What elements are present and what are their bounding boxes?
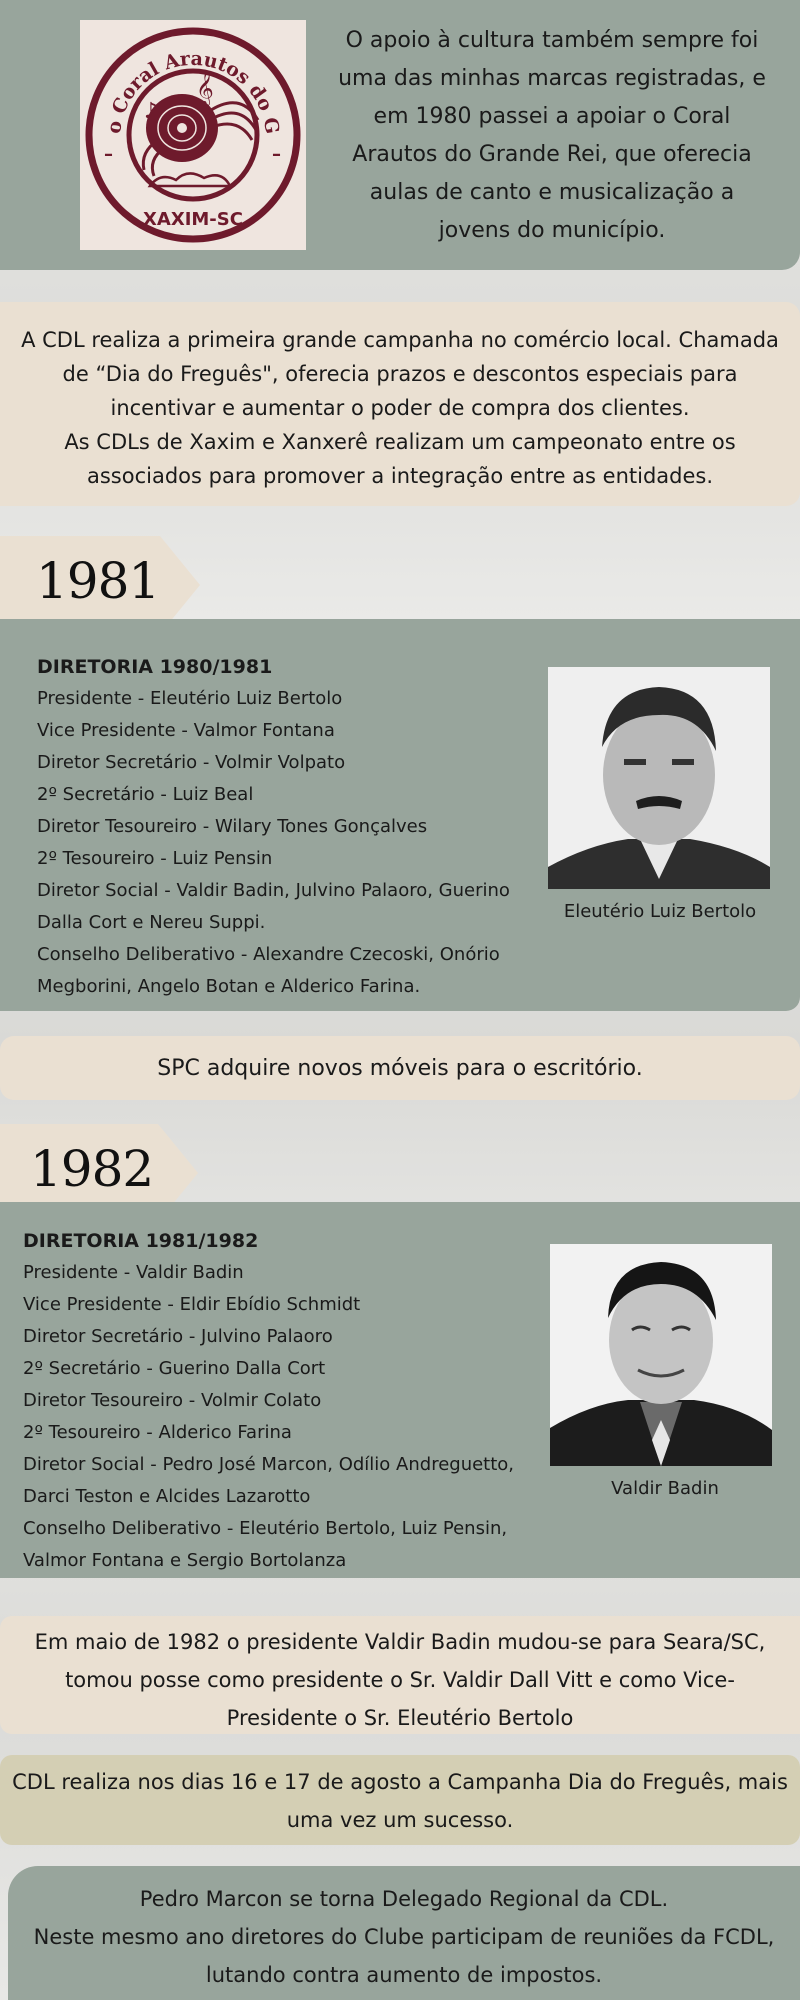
board-member: Diretor Tesoureiro - Wilary Tones Gonçalves — [37, 816, 428, 837]
fcdl-meeting-line: Neste mesmo ano diretores do Clube participam de reuniões da FCDL, lutando contra aumento de impostos. — [33, 1925, 775, 1987]
board-member: Diretor Tesoureiro - Volmir Colato — [23, 1390, 322, 1411]
board-member: Diretor Social - Pedro José Marcon, Odílio Andreguetto, Darci Teston e Alcides Lazarotto — [23, 1454, 515, 1507]
regional-delegate-note — [8, 1866, 800, 2000]
coral-section — [0, 0, 800, 270]
board-heading: DIRETORIA 1980/1981 — [37, 656, 273, 678]
board-member: Vice Presidente - Eldir Ebídio Schmidt — [23, 1294, 361, 1315]
board-member: 2º Secretário - Guerino Dalla Cort — [23, 1358, 326, 1379]
board-member: 2º Secretário - Luiz Beal — [37, 784, 254, 805]
svg-text:𝄞: 𝄞 — [196, 71, 214, 106]
board-1982-list — [23, 1225, 533, 1577]
president-photo-bertolo — [548, 667, 770, 889]
board-1982-panel — [0, 1202, 800, 1578]
board-member: Vice Presidente - Valmor Fontana — [37, 720, 335, 741]
board-member: Diretor Secretário - Julvino Palaoro — [23, 1326, 333, 1347]
svg-text:–: – — [104, 144, 113, 165]
spc-note: SPC adquire novos móveis para o escritório. — [0, 1036, 800, 1100]
cdl-campaign-line: A CDL realiza a primeira grande campanha no comércio local. Chamada de “Dia do Freguês", oferecia prazos e descontos especiais para incentivar e aumentar o poder de compra dos clientes. — [21, 328, 779, 420]
cdl-championship-line: As CDLs de Xaxim e Xanxerê realizam um campeonato entre os associados para promover a integração entre as entidades. — [64, 430, 736, 488]
logo-ring-text: o Coral Arautos do G — [102, 47, 284, 136]
cdl-campaign-note — [0, 302, 800, 506]
svg-text:–: – — [272, 144, 281, 165]
board-member: 2º Tesoureiro - Luiz Pensin — [37, 848, 273, 869]
board-member: Diretor Social - Valdir Badin, Julvino Palaoro, Guerino Dalla Cort e Nereu Suppi. — [37, 880, 510, 933]
board-1981-list — [37, 651, 527, 1003]
dia-do-fregues-note: CDL realiza nos dias 16 e 17 de agosto a Campanha Dia do Freguês, mais uma vez um sucesso. — [0, 1755, 800, 1845]
svg-text:♪: ♪ — [144, 99, 159, 124]
photo-caption: Valdir Badin — [611, 1478, 719, 1499]
year-label: 1982 — [30, 1140, 154, 1198]
board-member: Conselho Deliberativo - Eleutério Bertolo, Luiz Pensin, Valmor Fontana e Sergio Bortolanza — [23, 1518, 508, 1571]
board-member: Presidente - Eleutério Luiz Bertolo — [37, 688, 343, 709]
marcon-line: Pedro Marcon se torna Delegado Regional da CDL. — [139, 1887, 669, 1911]
coral-seal-icon — [80, 20, 306, 250]
president-photo-badin — [550, 1244, 772, 1466]
board-member: Conselho Deliberativo - Alexandre Czecoski, Onório Megborini, Angelo Botan e Alderico Farina. — [37, 944, 500, 997]
year-label: 1981 — [36, 552, 160, 610]
president-change-note: Em maio de 1982 o presidente Valdir Badin mudou-se para Seara/SC, tomou posse como presidente o Sr. Valdir Dall Vitt e como Vice-Presidente o Sr. Eleutério Bertolo — [0, 1616, 800, 1734]
board-heading: DIRETORIA 1981/1982 — [23, 1230, 259, 1252]
logo-city-text: XAXIM-SC — [143, 209, 243, 230]
board-member: Diretor Secretário - Volmir Volpato — [37, 752, 346, 773]
board-1981-panel — [0, 619, 800, 1011]
photo-caption: Eleutério Luiz Bertolo — [563, 901, 757, 922]
coral-logo — [80, 20, 306, 250]
board-member: 2º Tesoureiro - Alderico Farina — [23, 1422, 292, 1443]
coral-description: O apoio à cultura também sempre foi uma das minhas marcas registradas, e em 1980 passei a apoiar o Coral Arautos do Grande Rei, que oferecia aulas de canto e musicalização a jovens do município. — [338, 28, 766, 243]
board-member: Presidente - Valdir Badin — [23, 1262, 244, 1283]
